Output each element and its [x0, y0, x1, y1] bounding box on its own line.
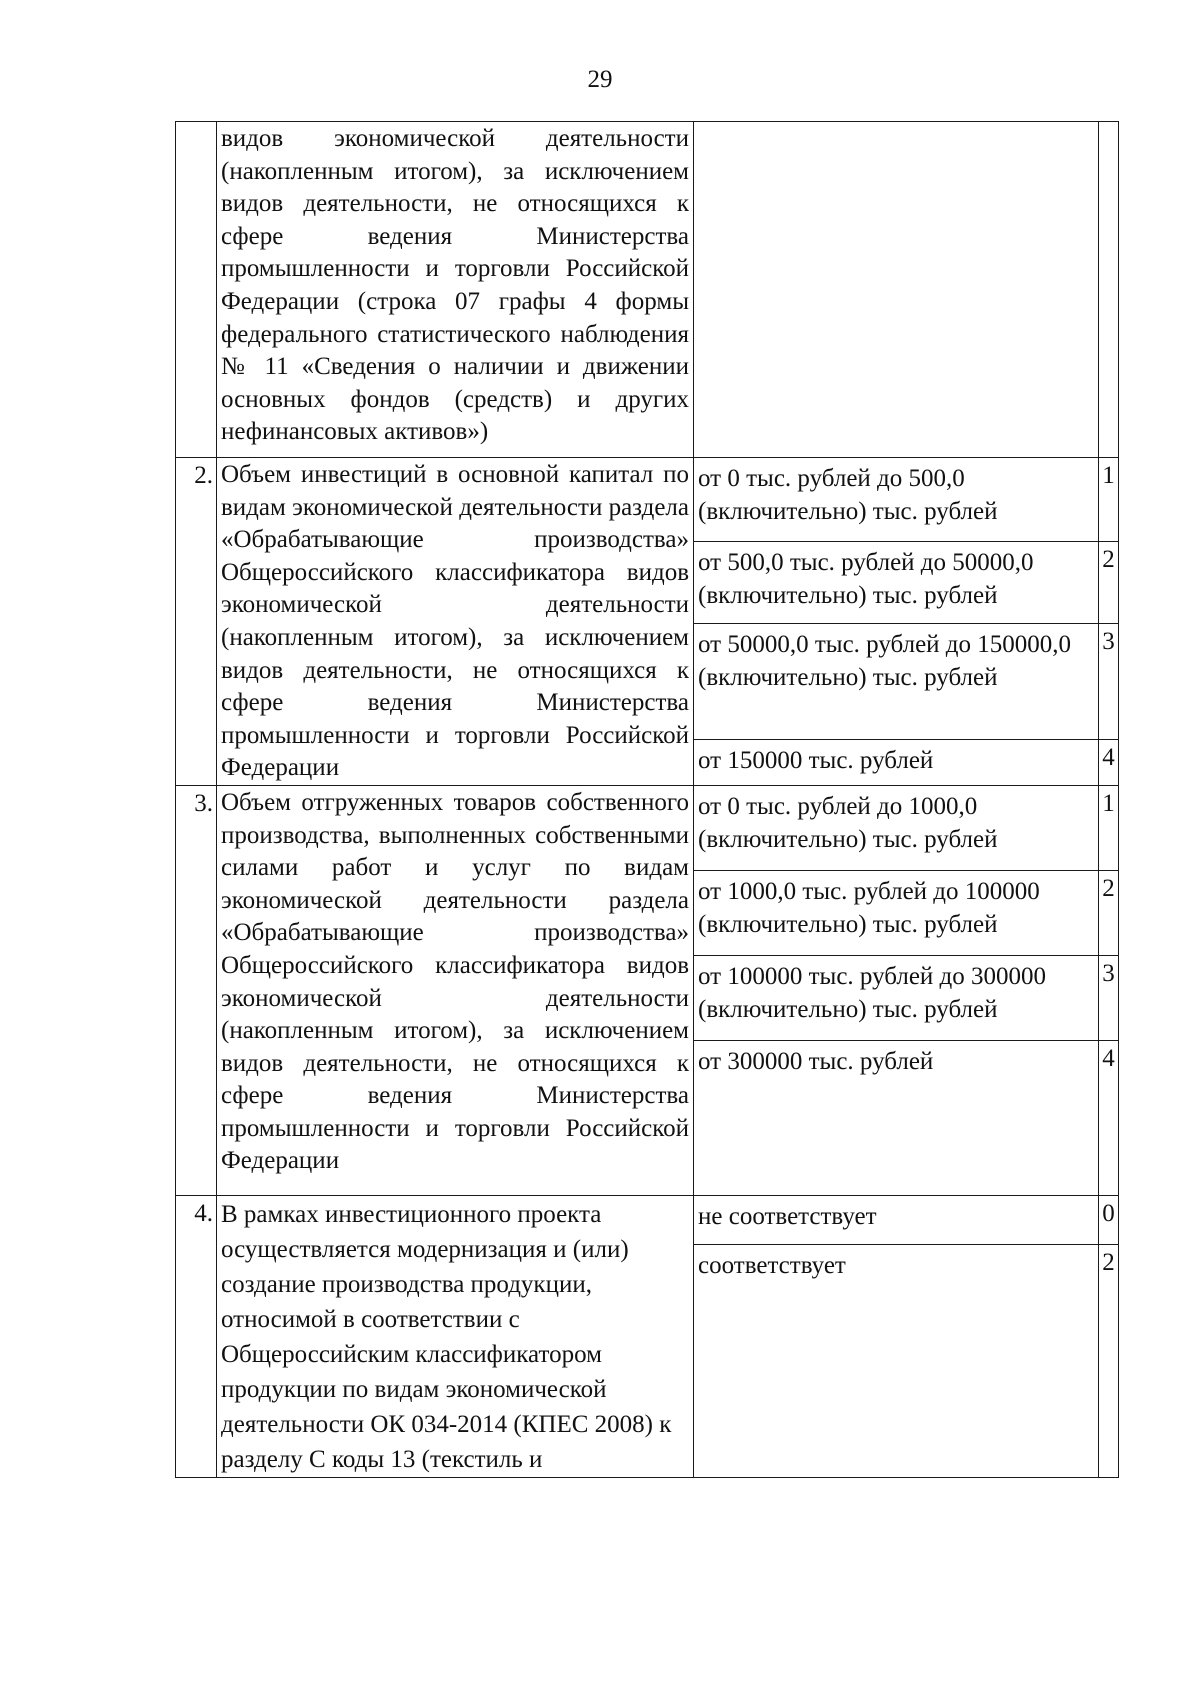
criterion-text: соответствует — [694, 1244, 1099, 1477]
criterion-text: от 0 тыс. рублей до 500,0 (включительно) тыс. рублей — [694, 458, 1099, 542]
criterion-score: 2 — [1099, 1244, 1119, 1477]
criterion-score: 4 — [1099, 1040, 1119, 1195]
criterion-score: 2 — [1099, 870, 1119, 955]
table-row — [176, 1195, 1119, 1244]
criterion-score — [1099, 122, 1119, 458]
row-number — [176, 122, 217, 458]
table-row — [176, 122, 1119, 458]
criterion-text: от 50000,0 тыс. рублей до 150000,0 (включительно) тыс. рублей — [694, 624, 1099, 740]
row-number: 4. — [176, 1195, 217, 1477]
criterion-text: не соответствует — [694, 1195, 1099, 1244]
criterion-text: от 1000,0 тыс. рублей до 100000 (включительно) тыс. рублей — [694, 870, 1099, 955]
criterion-score: 0 — [1099, 1195, 1119, 1244]
page-number: 29 — [587, 66, 613, 93]
criterion-text: от 300000 тыс. рублей — [694, 1040, 1099, 1195]
criterion-score: 4 — [1099, 739, 1119, 785]
row-description: Объем отгруженных товаров собственного производства, выполненных собственными силами работ и услуг по видам экономической деятельности раздела «Обрабатывающие производства» Общероссийского классификатора видов экономической деятельности (накопленным итогом), за исключением видов деятельности, не относящихся к сфере ведения Министерства промышленности и торговли Российской Федерации — [217, 785, 694, 1195]
table-row — [176, 458, 1119, 542]
criterion-text: от 500,0 тыс. рублей до 50000,0 (включительно) тыс. рублей — [694, 542, 1099, 624]
criterion-score: 1 — [1099, 785, 1119, 870]
criteria-table — [175, 121, 1119, 1478]
criterion-score: 2 — [1099, 542, 1119, 624]
criterion-score: 3 — [1099, 955, 1119, 1040]
criterion-text: от 0 тыс. рублей до 1000,0 (включительно) тыс. рублей — [694, 785, 1099, 870]
row-description: Объем инвестиций в основной капитал по видам экономической деятельности раздела «Обрабатывающие производства» Общероссийского классификатора видов экономической деятельности (накопленным итогом), за исключением видов деятельности, не относящихся к сфере ведения Министерства промышленности и торговли Российской Федерации — [217, 458, 694, 786]
criterion-text: от 100000 тыс. рублей до 300000 (включительно) тыс. рублей — [694, 955, 1099, 1040]
row-description: видов экономической деятельности (накопленным итогом), за исключением видов деятельности, не относящихся к сфере ведения Министерства промышленности и торговли Российской Федерации (строка 07 графы 4 формы федерального статистического наблюдения № 11 «Сведения о наличии и движении основных фондов (средств) и других нефинансовых активов») — [217, 122, 694, 458]
criterion-score: 1 — [1099, 458, 1119, 542]
row-number: 2. — [176, 458, 217, 786]
criterion-score: 3 — [1099, 624, 1119, 740]
table-row — [176, 785, 1119, 870]
row-number: 3. — [176, 785, 217, 1195]
criterion-text: от 150000 тыс. рублей — [694, 739, 1099, 785]
criterion-text — [694, 122, 1099, 458]
row-description: В рамках инвестиционного проекта осуществляется модернизация и (или) создание производства продукции, относимой в соответствии с Общероссийским классификатором продукции по видам экономической деятельности ОК 034-2014 (КПЕС 2008) к разделу С коды 13 (текстиль и — [217, 1195, 694, 1477]
